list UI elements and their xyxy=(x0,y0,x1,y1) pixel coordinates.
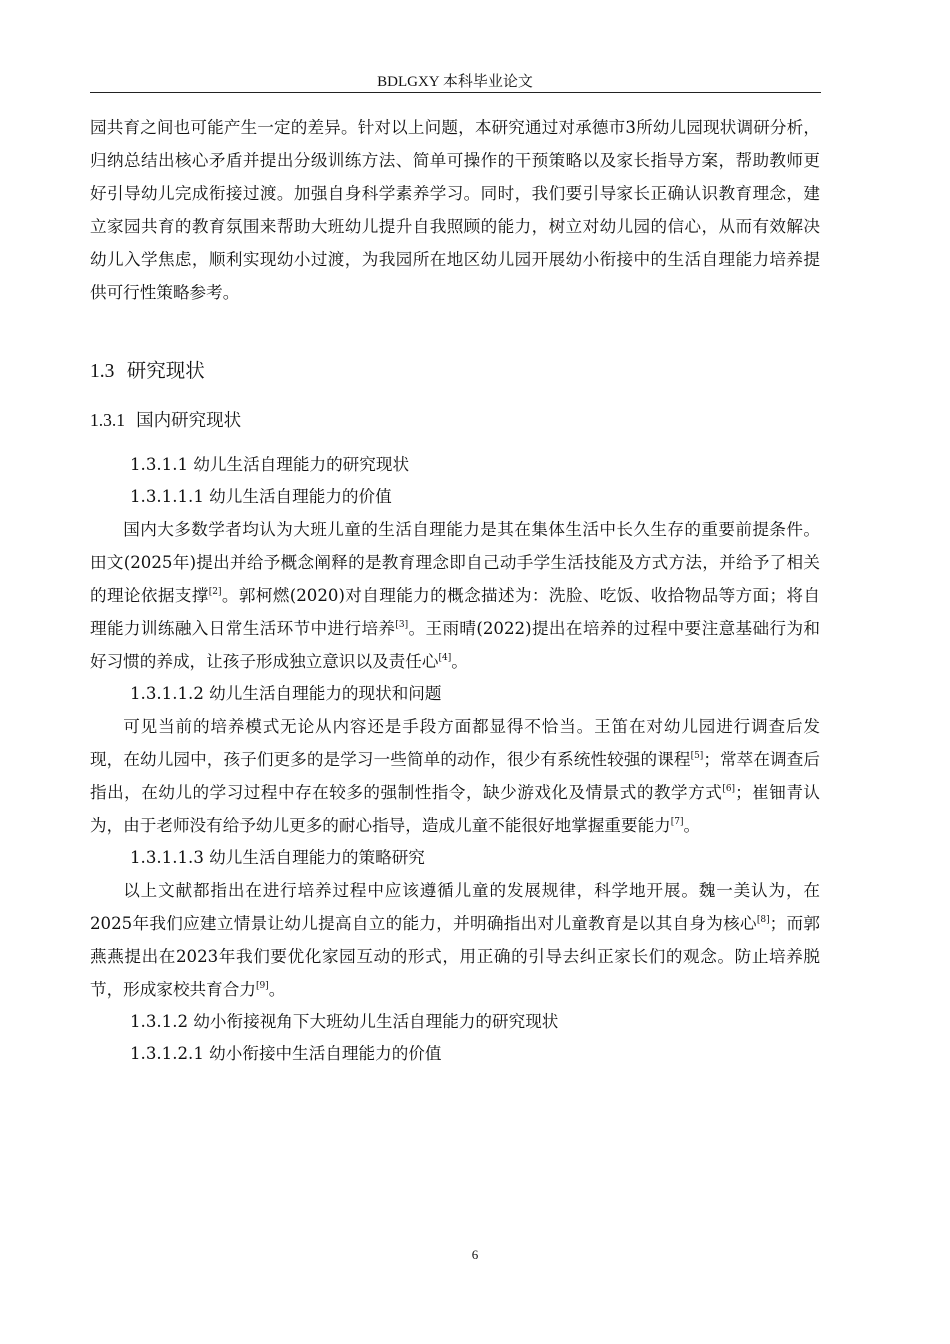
intro-paragraph: 园共育之间也可能产生一定的差异。针对以上问题，本研究通过对承德市3所幼儿园现状调研分析，归纳总结出核心矛盾并提出分级训练方法、简单可操作的干预策略以及家长指导方案，帮助教师更好引导幼儿完成衔接过渡。加强自身科学素养学习。同时，我们要引导家长正确认识教育理念，建立家园共育的教育氛围来帮助大班幼儿提升自我照顾的能力，树立对幼儿园的信心，从而有效解决幼儿入学焦虑，顺利实现幼小过渡，为我园所在地区幼儿园开展幼小衔接中的生活自理能力培养提供可行性策略参考。 xyxy=(90,118,820,302)
paragraph-status-text-a: 可见当前的培养模式无论从内容还是手段方面都显得不恰当。王笛在对幼儿园进行调查后发现，在幼儿园中，孩子们更多的是学习一些简单的动作，很少有系统性较强的课程 xyxy=(90,717,820,769)
paragraph-value-text-b: 。郭柯燃(2020)对自理能力的概念描述为：洗脸、吃饭、收拾物品等方面；将自理能力训练融入日常生活环节中进行培养 xyxy=(90,586,820,638)
paragraph-value-text-d: 。 xyxy=(451,652,468,671)
citation-8: [8] xyxy=(756,915,770,925)
citation-9: [9] xyxy=(255,981,269,991)
heading-1-3-1-1-3: 1.3.1.1.3 幼儿生活自理能力的策略研究 xyxy=(130,848,425,867)
heading-1-3-1-2: 1.3.1.2 幼小衔接视角下大班幼儿生活自理能力的研究现状 xyxy=(130,1012,559,1031)
paragraph-status-text-b: ；常萃在调查后指出，在幼儿的学习过程中存在较多的强制性指令，缺少游戏化及情景式的教学方式 xyxy=(90,750,820,802)
section-heading xyxy=(90,343,820,400)
citation-6: [6] xyxy=(722,784,736,794)
citation-7: [7] xyxy=(670,817,684,827)
citation-3: [3] xyxy=(395,620,409,630)
paragraph-strategy-text-b: ；而郭燕燕提出在2023年我们要优化家园互动的形式，用正确的引导去纠正家长们的观念。防止培养脱节，形成家校共育合力 xyxy=(90,914,821,999)
paragraph-status-text-d: 。 xyxy=(683,816,701,835)
heading-1-3-1-1: 1.3.1.1 幼儿生活自理能力的研究现状 xyxy=(130,455,410,474)
subsection-heading xyxy=(90,400,820,441)
page-number: 6 xyxy=(471,1247,479,1262)
heading-1-3-1-1-1: 1.3.1.1.1 幼儿生活自理能力的价值 xyxy=(130,487,392,506)
heading-1-3-1-1-2: 1.3.1.1.2 幼儿生活自理能力的现状和问题 xyxy=(130,684,442,703)
subsection-number: 1.3.1 xyxy=(90,410,125,430)
subsection-title: 国内研究现状 xyxy=(136,411,242,431)
heading-1-3-1-2-1: 1.3.1.2.1 幼小衔接中生活自理能力的价值 xyxy=(130,1044,442,1063)
paragraph-strategy-text-a: 以上文献都指出在进行培养过程中应该遵循儿童的发展规律，科学地开展。魏一美认为，在2025年我们应建立情景让幼儿提高自立的能力，并明确指出对儿童教育是以其自身为核心 xyxy=(90,881,820,933)
section-title: 研究现状 xyxy=(126,359,205,382)
header-divider xyxy=(90,92,821,93)
paragraph-value xyxy=(90,513,820,678)
citation-4: [4] xyxy=(438,653,452,663)
paragraph-value-text-c: 。王雨晴(2022)提出在培养的过程中要注意基础行为和好习惯的养成，让孩子形成独立意识以及责任心 xyxy=(90,619,820,671)
page-body xyxy=(90,111,820,1070)
citation-5: [5] xyxy=(690,751,704,761)
paragraph-value-text-a: 国内大多数学者均认为大班儿童的生活自理能力是其在集体生活中长久生存的重要前提条件。田文(2025年)提出并给予概念阐释的是教育理念即自己动手学生活技能及方式方法，并给予了相关的理论依据支撑 xyxy=(90,520,820,605)
paragraph-status xyxy=(90,710,820,842)
section-number: 1.3 xyxy=(90,361,115,382)
paragraph-strategy xyxy=(90,874,820,1006)
paragraph-status-text-c: ；崔钿青认为，由于老师没有给予幼儿更多的耐心指导，造成儿童不能很好地掌握重要能力 xyxy=(90,783,821,835)
citation-2: [2] xyxy=(208,587,222,597)
paragraph-strategy-text-c: 。 xyxy=(268,980,286,999)
running-header: BDLGXY 本科毕业论文 xyxy=(377,74,533,90)
